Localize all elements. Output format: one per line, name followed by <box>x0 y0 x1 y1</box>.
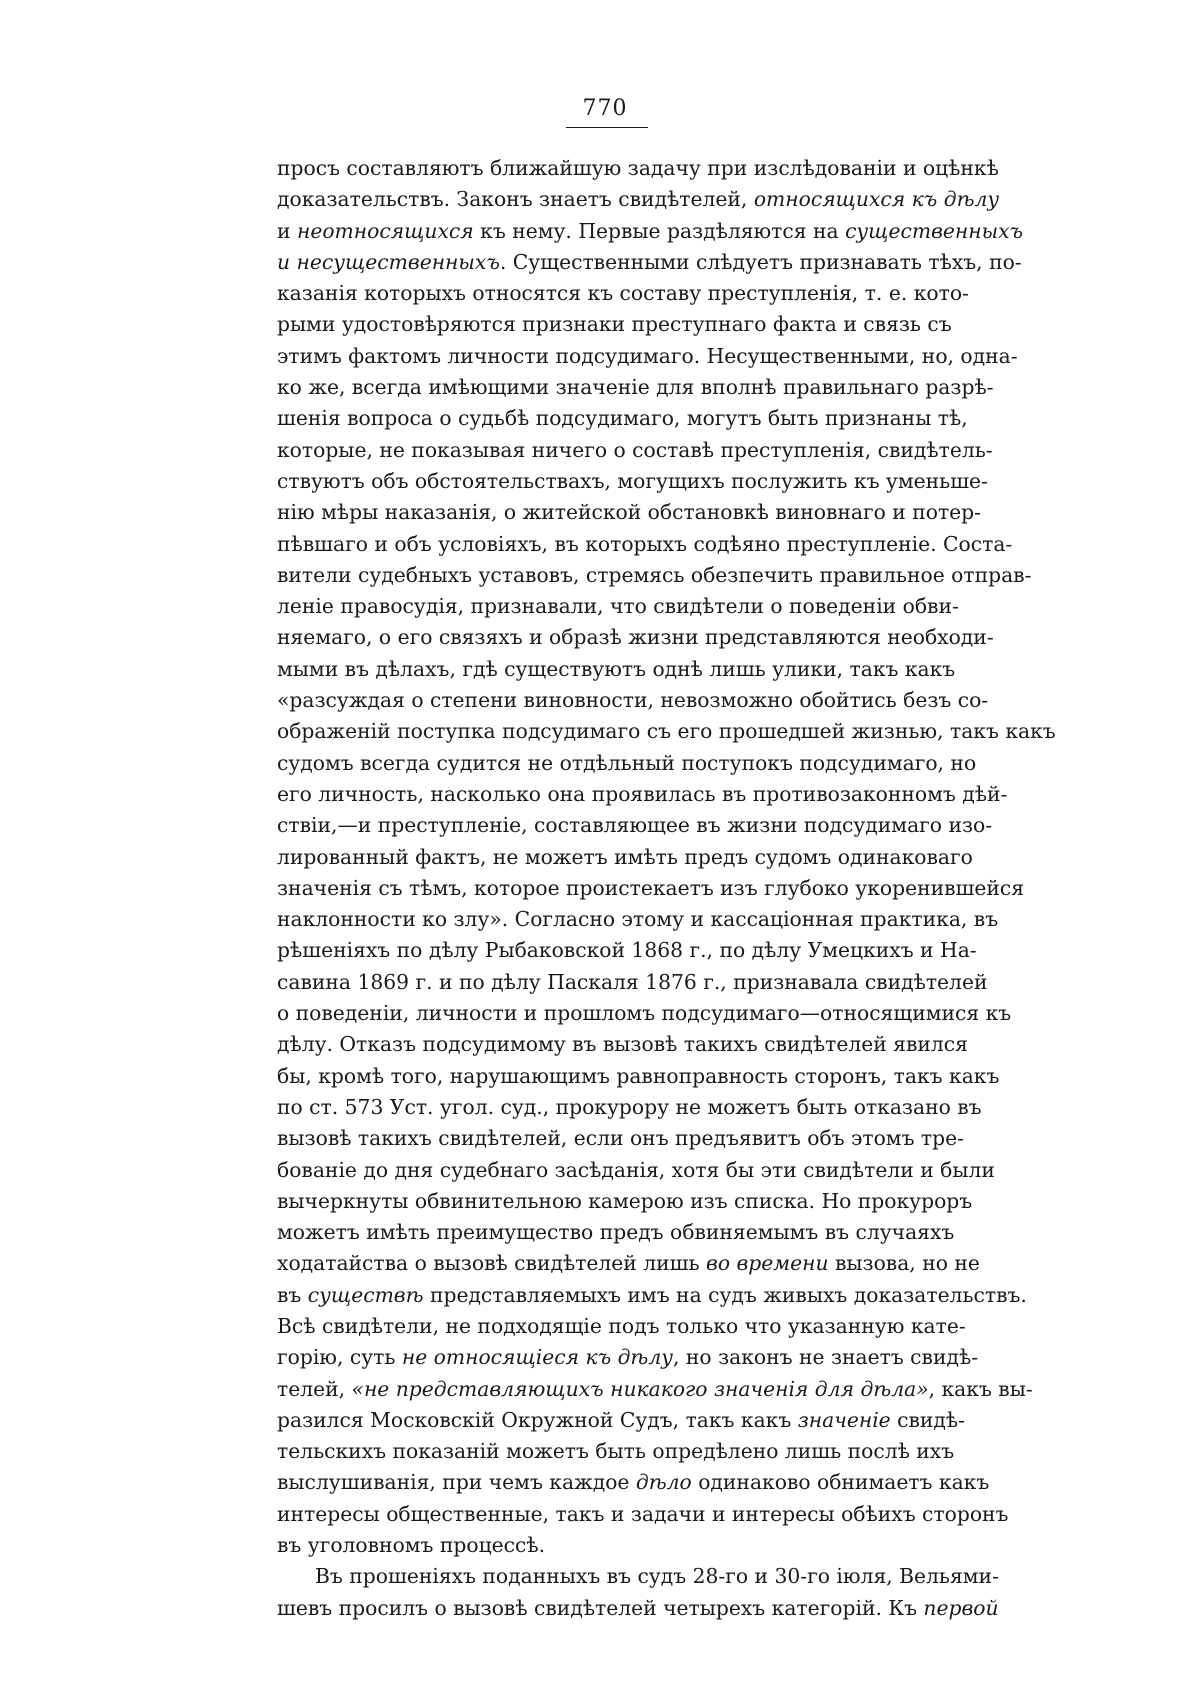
text-run: бы, кромѣ того, нарушающимъ равноправность сторонъ, такъ какъ <box>277 1063 1000 1088</box>
text-line <box>277 1467 990 1498</box>
text-run: вызова, но не <box>828 1251 980 1276</box>
text-run: доказательствъ. Законъ знаетъ свидѣтелей, <box>277 187 754 212</box>
italic-phrase: существенныхъ <box>845 218 1024 243</box>
text-run: Въ прошеніяхъ поданныхъ въ судъ 28-го и 30-го іюля, Вельями- <box>315 1564 999 1589</box>
text-line <box>277 591 959 622</box>
text-run: шевъ просилъ о вызовѣ свидѣтелей четырехъ категорій. Къ <box>277 1595 924 1620</box>
text-run: пѣвшаго и объ условіяхъ, въ которыхъ содѣяно преступленіе. Соста- <box>277 531 1013 556</box>
text-run: ствуютъ объ обстоятельствахъ, могущихъ послужить къ уменьше- <box>277 468 988 493</box>
text-run: судомъ всегда судится не отдѣльный поступокъ подсудимаго, но <box>277 750 977 775</box>
italic-phrase: существѣ <box>307 1282 424 1307</box>
text-run: вители судебныхъ уставовъ, стремясь обезпечить правильное отправ- <box>277 562 1032 587</box>
text-run: няемаго, о его связяхъ и образѣ жизни представляются необходи- <box>277 625 994 650</box>
text-line <box>277 748 977 779</box>
text-line <box>277 1342 979 1373</box>
text-run: просъ составляютъ ближайшую задачу при изслѣдованіи и оцѣнкѣ <box>277 156 999 180</box>
italic-phrase: не относящіеся къ дѣлу <box>401 1345 673 1370</box>
text-line <box>277 1593 999 1624</box>
text-run: «разсуждая о степени виновности, невозможно обойтись безъ со- <box>277 688 989 713</box>
text-run: свидѣ- <box>890 1407 965 1432</box>
italic-phrase: неотносящихся <box>296 218 474 243</box>
text-line <box>277 622 994 653</box>
text-run: нію мѣры наказанія, о житейской обстановкѣ виновнаго и потер- <box>277 500 982 525</box>
text-line <box>277 1530 943 1561</box>
text-run: одинаково обнимаетъ какъ <box>691 1470 990 1495</box>
text-line <box>277 873 1025 904</box>
text-run: , но законъ не знаетъ свидѣ- <box>673 1345 979 1370</box>
text-line <box>277 216 1024 247</box>
text-run: которые, не показывая ничего о составѣ преступленія, свидѣтель- <box>277 437 993 462</box>
text-run: телей, <box>277 1376 352 1401</box>
text-run: въ <box>277 1282 308 1307</box>
text-run: вызовѣ такихъ свидѣтелей, если онъ предъявитъ объ этомъ тре- <box>277 1126 964 1151</box>
italic-phrase: и несущественныхъ <box>277 249 500 274</box>
text-run: по ст. 573 Уст. угол. суд., прокурору не можетъ быть отказано въ <box>277 1094 982 1119</box>
italic-phrase: первой <box>923 1595 999 1620</box>
text-run: наклонности ко злу». Согласно этому и кассаціонная практика, въ <box>277 907 999 932</box>
text-run: о поведеніи, личности и прошломъ подсудимаго—относящимися къ <box>277 1001 1012 1026</box>
text-line <box>277 372 994 403</box>
text-run: и <box>277 218 297 243</box>
text-run: ствіи,—и преступленіе, составляющее въ жизни подсудимаго изо- <box>277 813 993 838</box>
text-run: шенія вопроса о судьбѣ подсудимаго, могутъ быть признаны тѣ, <box>277 406 968 431</box>
text-run: его личность, насколько она проявилась въ противозаконномъ дѣй- <box>277 781 1008 806</box>
text-line <box>277 529 1013 560</box>
text-line <box>277 1186 973 1217</box>
text-line <box>277 1155 995 1186</box>
text-run: ко же, всегда имѣющими значеніе для вполнѣ правильнаго разрѣ- <box>277 375 994 400</box>
text-line <box>277 685 989 716</box>
text-line <box>277 1374 1033 1405</box>
text-run: казанія которыхъ относятся къ составу преступленія, т. е. кото- <box>277 281 969 306</box>
text-line <box>277 1311 966 1342</box>
italic-phrase: дѣло <box>635 1470 692 1495</box>
text-run: интересы общественные, такъ и задачи и интересы обѣихъ сторонъ <box>277 1501 1009 1526</box>
text-run: выслушиванія, при чемъ каждое <box>277 1470 636 1495</box>
text-run: ходатайства о вызовѣ свидѣтелей лишь <box>277 1251 707 1276</box>
text-run: этимъ фактомъ личности подсудимаго. Несущественными, но, одна- <box>277 343 1018 368</box>
text-line <box>277 842 973 873</box>
text-run: тельскихъ показаній можетъ быть опредѣлено лишь послѣ ихъ <box>277 1439 955 1464</box>
text-run: разился Московскій Окружной Судъ, такъ какъ <box>277 1407 798 1432</box>
text-run: дѣлу. Отказъ подсудимому въ вызовѣ такихъ свидѣтелей явился <box>277 1032 968 1057</box>
text-line <box>277 1061 1000 1092</box>
text-line <box>277 247 1022 278</box>
text-line <box>277 309 952 340</box>
text-run: лированный фактъ, не можетъ имѣть предъ судомъ одинаковаго <box>277 844 973 869</box>
text-line <box>277 1123 964 1154</box>
text-run: рѣшеніяхъ по дѣлу Рыбаковской 1868 г., по дѣлу Умецкихъ и На- <box>277 938 977 963</box>
text-run: ображеній поступка подсудимаго съ его прошедшей жизнью, такъ какъ <box>277 719 1056 744</box>
text-line <box>277 278 969 309</box>
text-line <box>277 1029 968 1060</box>
text-line <box>277 935 977 966</box>
text-line <box>277 1092 982 1123</box>
text-line <box>277 184 1000 215</box>
text-line <box>277 1248 980 1279</box>
text-line <box>277 1561 999 1592</box>
italic-phrase: во времени <box>706 1251 829 1276</box>
text-run: значенія съ тѣмъ, которое проистекаетъ изъ глубоко укоренившейся <box>277 875 1025 900</box>
text-run: къ нему. Первые раздѣляются на <box>473 218 846 243</box>
italic-phrase: относящихся къ дѣлу <box>753 187 1000 212</box>
text-line <box>277 998 1012 1029</box>
text-run: можетъ имѣть преимущество предъ обвиняемымъ въ случаяхъ <box>277 1220 955 1245</box>
page-number: 770 <box>582 96 628 121</box>
text-line <box>277 779 1008 810</box>
text-line <box>277 153 999 184</box>
text-run: мыми въ дѣлахъ, гдѣ существуютъ однѣ лишь улики, такъ какъ <box>277 656 956 681</box>
text-run: Всѣ свидѣтели, не подходящіе подъ только что указанную кате- <box>277 1313 966 1338</box>
text-run: рыми удостовѣряются признаки преступнаго факта и связь съ <box>277 312 952 337</box>
text-line <box>277 1499 1009 1530</box>
text-line <box>277 1436 955 1467</box>
text-run: въ уголовномъ процессѣ. <box>277 1533 546 1558</box>
text-line <box>277 497 982 528</box>
text-line <box>277 435 993 466</box>
text-line <box>277 1280 1027 1311</box>
text-line <box>277 810 993 841</box>
text-line <box>277 716 1056 747</box>
text-run: , какъ вы- <box>928 1376 1033 1401</box>
text-line <box>277 560 1032 591</box>
text-line <box>277 654 956 685</box>
text-run: вычеркнуты обвинительною камерою изъ списка. Но прокуроръ <box>277 1188 973 1213</box>
text-line <box>277 341 1018 372</box>
text-run: горію, суть <box>277 1345 402 1370</box>
text-line <box>277 403 968 434</box>
text-run: леніе правосудія, признавали, что свидѣтели о поведеніи обви- <box>277 594 959 619</box>
body-text <box>277 153 1056 1624</box>
text-line <box>277 967 988 998</box>
text-line <box>277 904 999 935</box>
text-line <box>277 1217 955 1248</box>
page-number-rule <box>566 127 648 128</box>
italic-phrase: «не представляющихъ никакого значенія для дѣла» <box>351 1376 929 1401</box>
text-line <box>277 1405 965 1436</box>
text-line <box>277 466 988 497</box>
text-run: савина 1869 г. и по дѣлу Паскаля 1876 г., признавала свидѣтелей <box>277 969 988 994</box>
italic-phrase: значеніе <box>797 1407 891 1432</box>
text-run: . Существенными слѣдуетъ признавать тѣхъ, по- <box>499 249 1022 274</box>
text-run: представляемыхъ имъ на судъ живыхъ доказательствъ. <box>423 1282 1027 1307</box>
text-run: бованіе до дня судебнаго засѣданія, хотя бы эти свидѣтели и были <box>277 1157 995 1182</box>
